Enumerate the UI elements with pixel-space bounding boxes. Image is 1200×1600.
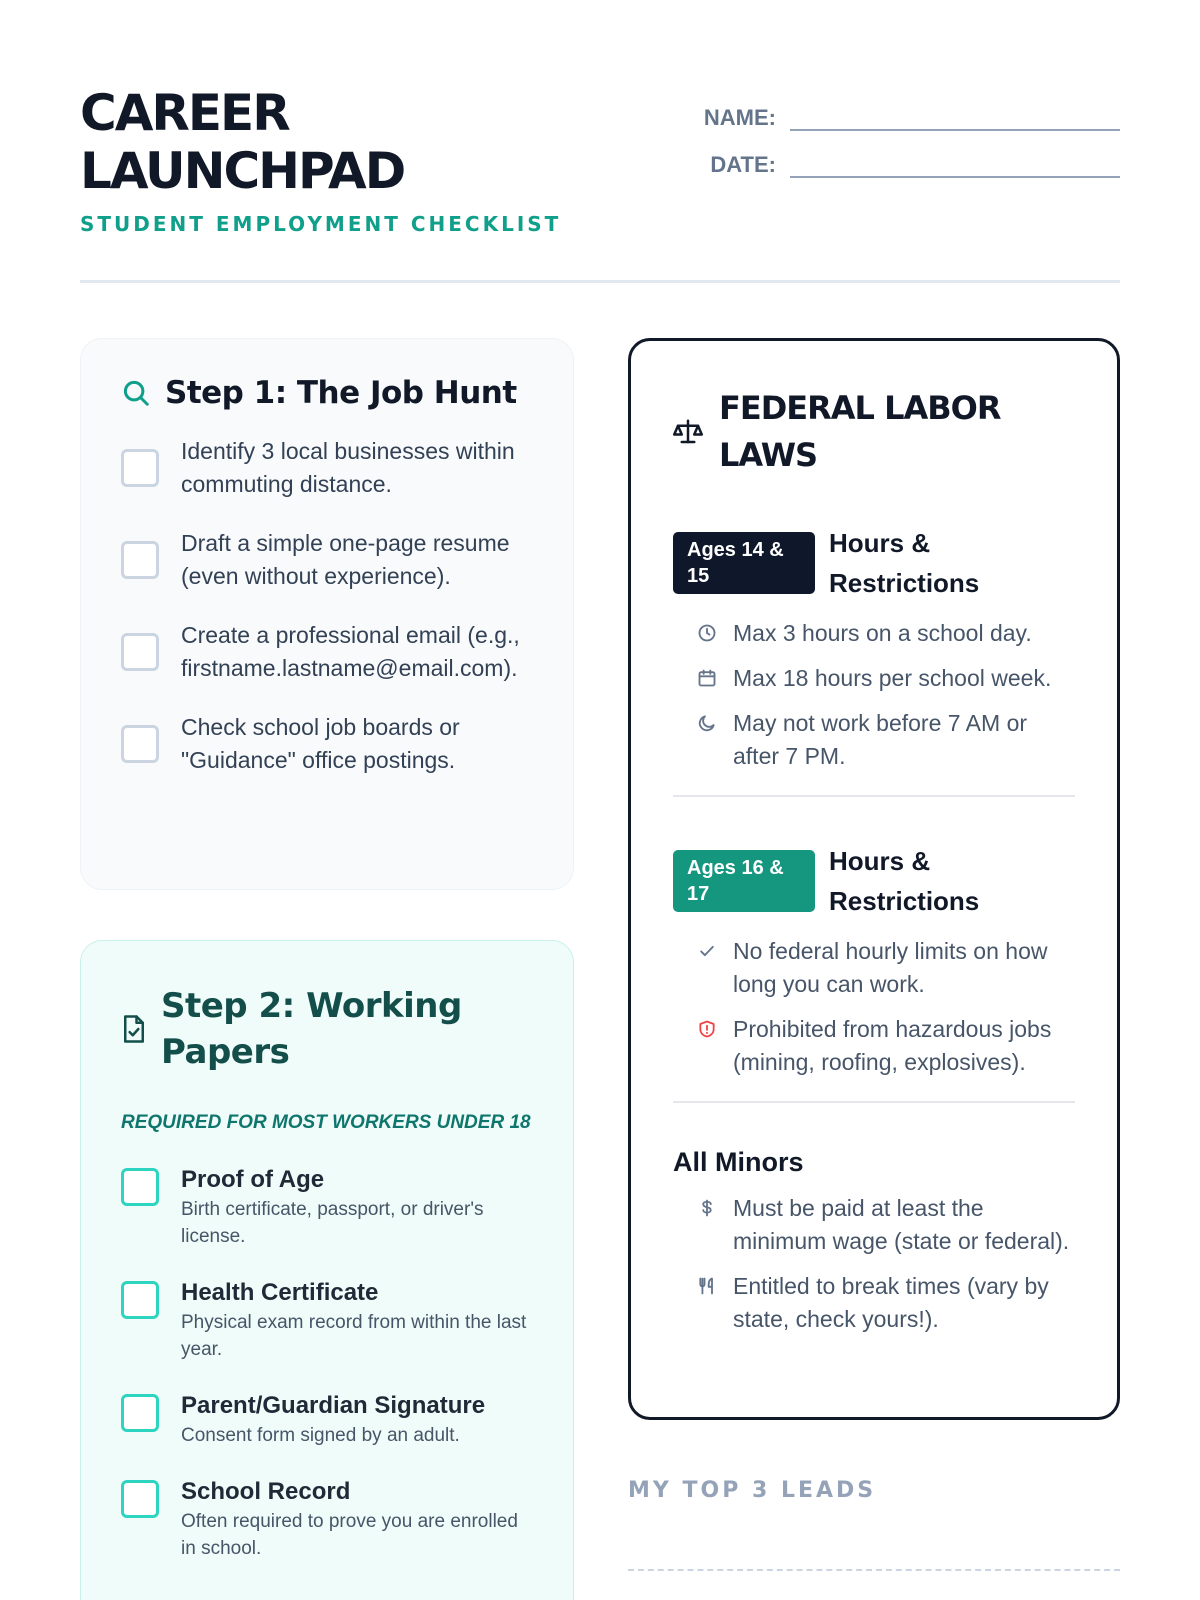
- step2-card: [80, 940, 574, 1600]
- page-header: [80, 84, 1120, 284]
- law-text: Entitled to break times (vary by state, check yours!).: [733, 1273, 1049, 1332]
- law-list: [673, 617, 1075, 773]
- law-text: May not work before 7 AM or after 7 PM.: [733, 710, 1028, 769]
- group-header: [673, 523, 1075, 603]
- check-icon: [697, 941, 717, 961]
- checkbox[interactable]: [121, 541, 159, 579]
- age-badge: Ages 16 & 17: [673, 850, 815, 912]
- item-text: Check school job boards or "Guidance" office postings.: [181, 714, 460, 773]
- law-text: Prohibited from hazardous jobs (mining, roofing, explosives).: [733, 1016, 1052, 1075]
- list-item: [697, 707, 1075, 773]
- list-item: [697, 1270, 1075, 1336]
- date-line-field[interactable]: [790, 148, 1120, 178]
- list-item: [121, 527, 533, 593]
- law-text: No federal hourly limits on how long you can work.: [733, 938, 1048, 997]
- name-date-fields: [690, 84, 1120, 178]
- paper-name: Parent/Guardian Signature: [181, 1392, 486, 1419]
- law-text: Must be paid at least the minimum wage (state or federal).: [733, 1195, 1070, 1254]
- group-header: [673, 841, 1075, 921]
- list-item: [697, 1013, 1075, 1079]
- checkbox[interactable]: [121, 725, 159, 763]
- checkbox[interactable]: [121, 633, 159, 671]
- utensils-icon: [697, 1276, 717, 1296]
- list-item: [697, 1192, 1075, 1258]
- list-item: [697, 935, 1075, 1001]
- item-text: Identify 3 local businesses within commuting distance.: [181, 438, 515, 497]
- step1-title: [121, 375, 533, 411]
- list-item: [121, 1476, 533, 1562]
- checkbox[interactable]: [121, 1394, 159, 1432]
- list-item: [121, 1164, 533, 1250]
- page-subtitle: STUDENT EMPLOYMENT CHECKLIST: [80, 212, 562, 236]
- step1-card: [80, 338, 574, 890]
- paper-desc: Physical exam record from within the last year.: [181, 1312, 527, 1360]
- checkbox[interactable]: [121, 1281, 159, 1319]
- item-text: Create a professional email (e.g., firstname.lastname@email.com).: [181, 622, 520, 681]
- list-item: [121, 435, 533, 501]
- item-text: Draft a simple one-page resume (even without experience).: [181, 530, 510, 589]
- list-item: [697, 617, 1075, 650]
- dollar-icon: [697, 1198, 717, 1218]
- calendar-icon: [697, 668, 717, 688]
- step2-title: [121, 983, 533, 1075]
- age-badge: Ages 14 & 15: [673, 532, 815, 594]
- paper-desc: Birth certificate, passport, or driver's license.: [181, 1199, 484, 1247]
- date-row: [690, 131, 1120, 178]
- list-item: [697, 662, 1075, 695]
- labor-laws-card: [628, 338, 1120, 1420]
- step2-title-text: Step 2: Working Papers: [161, 986, 462, 1072]
- moon-icon: [697, 713, 717, 733]
- list-item: [121, 711, 533, 777]
- law-group-ages-16-17: [673, 841, 1075, 1103]
- paper-name: School Record: [181, 1478, 351, 1505]
- group-title: Hours & Restrictions: [829, 846, 980, 916]
- step2-list: [121, 1164, 533, 1562]
- header-divider: [80, 280, 1120, 283]
- labor-laws-title: [673, 385, 1075, 479]
- top-leads-title: MY TOP 3 LEADS: [628, 1478, 877, 1503]
- paper-desc: Often required to prove you are enrolled in school.: [181, 1511, 518, 1559]
- step1-title-text: Step 1: The Job Hunt: [165, 375, 517, 411]
- name-label: NAME:: [703, 105, 776, 130]
- group-divider: [673, 795, 1075, 797]
- lead-line-field[interactable]: [628, 1569, 1120, 1571]
- checkbox[interactable]: [121, 1480, 159, 1518]
- group-title: Hours & Restrictions: [829, 528, 980, 598]
- title-line-2: LAUNCHPAD: [80, 142, 405, 200]
- clock-icon: [697, 623, 717, 643]
- step2-requirement: REQUIRED FOR MOST WORKERS UNDER 18: [121, 1112, 531, 1133]
- paper-desc: Consent form signed by an adult.: [181, 1425, 460, 1446]
- list-item: [121, 1390, 533, 1449]
- law-list: [673, 935, 1075, 1079]
- checkbox[interactable]: [121, 1168, 159, 1206]
- group-title: All Minors: [673, 1147, 804, 1177]
- law-list: [673, 1192, 1075, 1336]
- file-check-icon: [121, 1014, 147, 1044]
- date-label: DATE:: [710, 152, 776, 177]
- list-item: [121, 619, 533, 685]
- search-icon: [121, 378, 151, 408]
- list-item: [121, 1277, 533, 1363]
- checkbox[interactable]: [121, 449, 159, 487]
- labor-laws-title-text: FEDERAL LABOR LAWS: [719, 389, 1001, 474]
- group-divider: [673, 1101, 1075, 1103]
- law-group-all-minors: [673, 1147, 1075, 1336]
- name-line-field[interactable]: [790, 101, 1120, 131]
- paper-name: Proof of Age: [181, 1166, 325, 1193]
- step1-list: [121, 435, 533, 777]
- paper-name: Health Certificate: [181, 1279, 379, 1306]
- law-group-ages-14-15: [673, 523, 1075, 797]
- title-line-1: CAREER: [80, 84, 289, 142]
- law-text: Max 3 hours on a school day.: [733, 620, 1032, 646]
- name-row: [690, 84, 1120, 131]
- law-text: Max 18 hours per school week.: [733, 665, 1052, 691]
- shield-alert-icon: [697, 1019, 717, 1039]
- top-leads-section: [628, 1478, 1120, 1571]
- scale-icon: [673, 417, 703, 447]
